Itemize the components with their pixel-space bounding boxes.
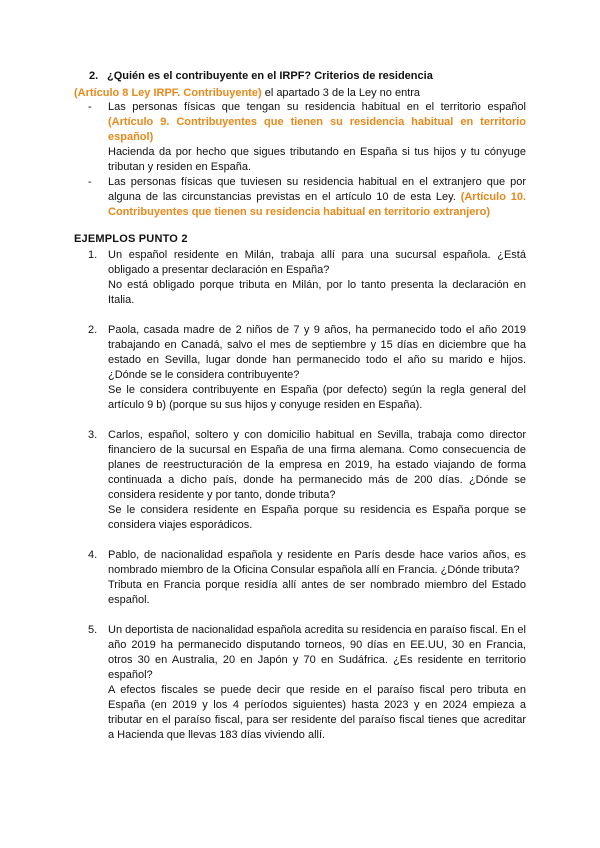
example-item <box>88 428 526 533</box>
section-title: ¿Quién es el contribuyente en el IRPF? Criterios de residencia <box>107 70 433 82</box>
intro-text: el apartado 3 de la Ley no entra <box>261 87 421 99</box>
example-number: 1. <box>88 249 98 261</box>
bullet-text <box>108 100 526 145</box>
example-question: Un español residente en Milán, trabaja allí para una sucursal española. ¿Está obligado a presentar declaración en España? <box>108 249 526 276</box>
bullet-text <box>108 175 526 220</box>
example-question: Un deportista de nacionalidad española acredita su residencia en paraíso fiscal. En el año 2019 ha permanecido disputando torneos, 90 días en EE.UU, 30 en Francia, otros 30 en Australia, 20 en Japón y 70 en Sudáfrica. ¿Es residente en territorio español? <box>108 624 526 681</box>
bullet-reference: (Artículo 10. Contribuyentes que tienen su residencia habitual en territorio extranjero) <box>108 191 526 218</box>
section-number: 2. <box>89 70 99 82</box>
example-answer: Se le considera residente en España porque su residencia es España porque se considera viajes esporádicos. <box>108 504 526 531</box>
bullet-dash: - <box>88 101 92 113</box>
section-intro <box>74 86 534 101</box>
example-answer: Tributa en Francia porque residía allí antes de ser nombrado miembro del Estado español. <box>108 579 526 606</box>
example-item <box>88 323 526 413</box>
bullet-item <box>88 175 526 220</box>
example-number: 3. <box>88 429 98 441</box>
section-heading <box>89 70 433 82</box>
bullet-main-text: Las personas físicas que tengan su residencia habitual en el territorio español <box>108 101 526 113</box>
bullet-reference: (Artículo 9. Contribuyentes que tienen su residencia habitual en territorio español) <box>108 116 526 143</box>
intro-reference: (Artículo 8 Ley IRPF. Contribuyente) <box>74 87 262 99</box>
example-answer: No está obligado porque tributa en Milán, por lo tanto presenta la declaración en Italia. <box>108 279 526 306</box>
example-number: 4. <box>88 549 98 561</box>
example-question: Paola, casada madre de 2 niños de 7 y 9 años, ha permanecido todo el año 2019 trabajando en Canadá, salvo el mes de septiembre y 15 días en diciembre que ha estado en Sevilla, lugar donde han permanecido todo el año su marido e hijos. ¿Dónde se le considera contribuyente? <box>108 324 526 381</box>
example-item <box>88 548 526 608</box>
example-question: Pablo, de nacionalidad española y residente en París desde hace varios años, es nombrado miembro de la Oficina Consular española allí en Francia. ¿Dónde tributa? <box>108 549 526 576</box>
example-number: 2. <box>88 324 98 336</box>
example-answer: Se le considera contribuyente en España (por defecto) según la regla general del artículo 9 b) (porque su sus hijos y conyuge residen en España). <box>108 384 526 411</box>
example-number: 5. <box>88 624 98 636</box>
example-item <box>88 248 526 308</box>
examples-title: EJEMPLOS PUNTO 2 <box>74 233 188 245</box>
example-item <box>88 623 526 743</box>
bullet-list <box>88 100 526 220</box>
example-question: Carlos, español, soltero y con domicilio habitual en Sevilla, trabaja como director financiero de la sucursal en España de una firma alemana. Como consecuencia de planes de reestructuración de la empresa en 2019, ha estado viajando de forma continuada a dicho país, donde ha permanecido más de 200 días. ¿Dónde se considera residente y por tanto, donde tributa? <box>108 429 526 501</box>
examples-list <box>88 248 526 758</box>
bullet-main-text: Las personas físicas que tuviesen su residencia habitual en el extranjero que por alguna de las circunstancias previstas en el artículo 10 de esta Ley. <box>108 176 526 203</box>
bullet-note: Hacienda da por hecho que sigues tributando en España si tus hijos y tu cónyuge tributan y residen en España. <box>108 146 526 173</box>
bullet-dash: - <box>88 176 92 188</box>
bullet-item <box>88 100 526 175</box>
example-answer: A efectos fiscales se puede decir que reside en el paraíso fiscal pero tributa en España (en 2019 y los 4 períodos siguientes) hasta 2023 y en 2024 empieza a tributar en el paraíso fiscal, para ser residente del paraíso fiscal tienes que acreditar a Hacienda que llevas 183 días viviendo allí. <box>108 684 526 741</box>
